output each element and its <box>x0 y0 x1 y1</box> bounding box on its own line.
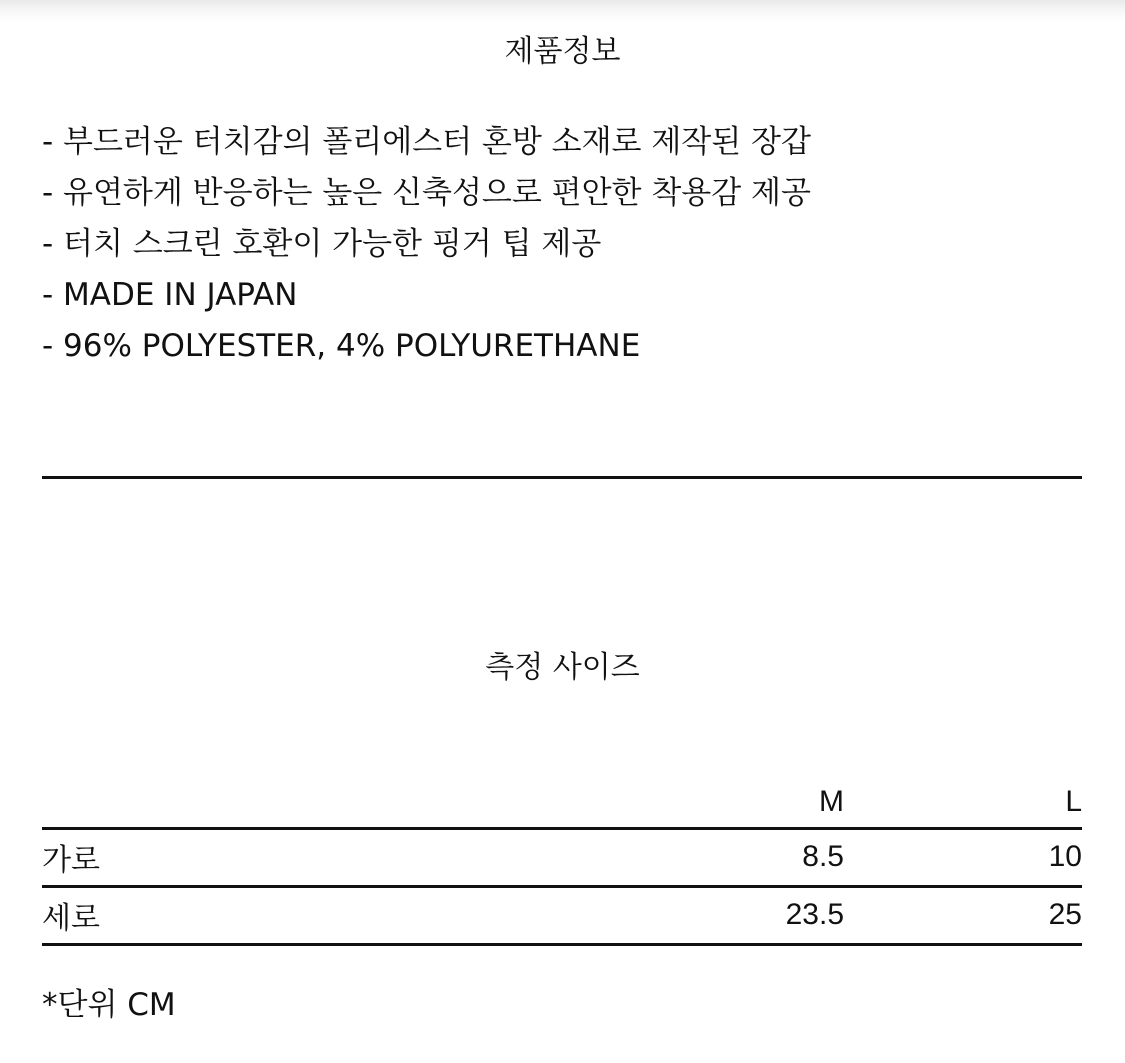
width-m-value: 8.5 <box>602 828 844 886</box>
width-l-value: 10 <box>844 828 1082 886</box>
info-item-origin: - MADE IN JAPAN <box>42 277 298 313</box>
top-shadow <box>0 0 1125 22</box>
table-row <box>42 886 1082 944</box>
size-table-header <box>42 780 1082 828</box>
section-divider <box>42 476 1082 479</box>
info-item-material: - 부드러운 터치감의 폴리에스터 혼방 소재로 제작된 장갑 <box>42 124 811 160</box>
size-table <box>42 780 1082 946</box>
row-label-width: 가로 <box>42 828 602 886</box>
row-label-length: 세로 <box>42 886 602 944</box>
header-size-m: M <box>602 780 844 828</box>
product-info-list <box>42 117 1082 372</box>
header-size-l: L <box>844 780 1082 828</box>
product-info-title: 제품정보 <box>504 34 621 69</box>
header-label-cell <box>42 780 602 828</box>
table-row <box>42 828 1082 886</box>
info-item-stretch: - 유연하게 반응하는 높은 신축성으로 편안한 착용감 제공 <box>42 175 811 211</box>
unit-note: *단위 CM <box>42 987 176 1023</box>
length-m-value: 23.5 <box>602 886 844 944</box>
measurement-title: 측정 사이즈 <box>485 650 640 685</box>
length-l-value: 25 <box>844 886 1082 944</box>
info-item-composition: - 96% POLYESTER, 4% POLYURETHANE <box>42 328 641 364</box>
info-item-touchscreen: - 터치 스크린 호환이 가능한 핑거 팁 제공 <box>42 226 602 262</box>
